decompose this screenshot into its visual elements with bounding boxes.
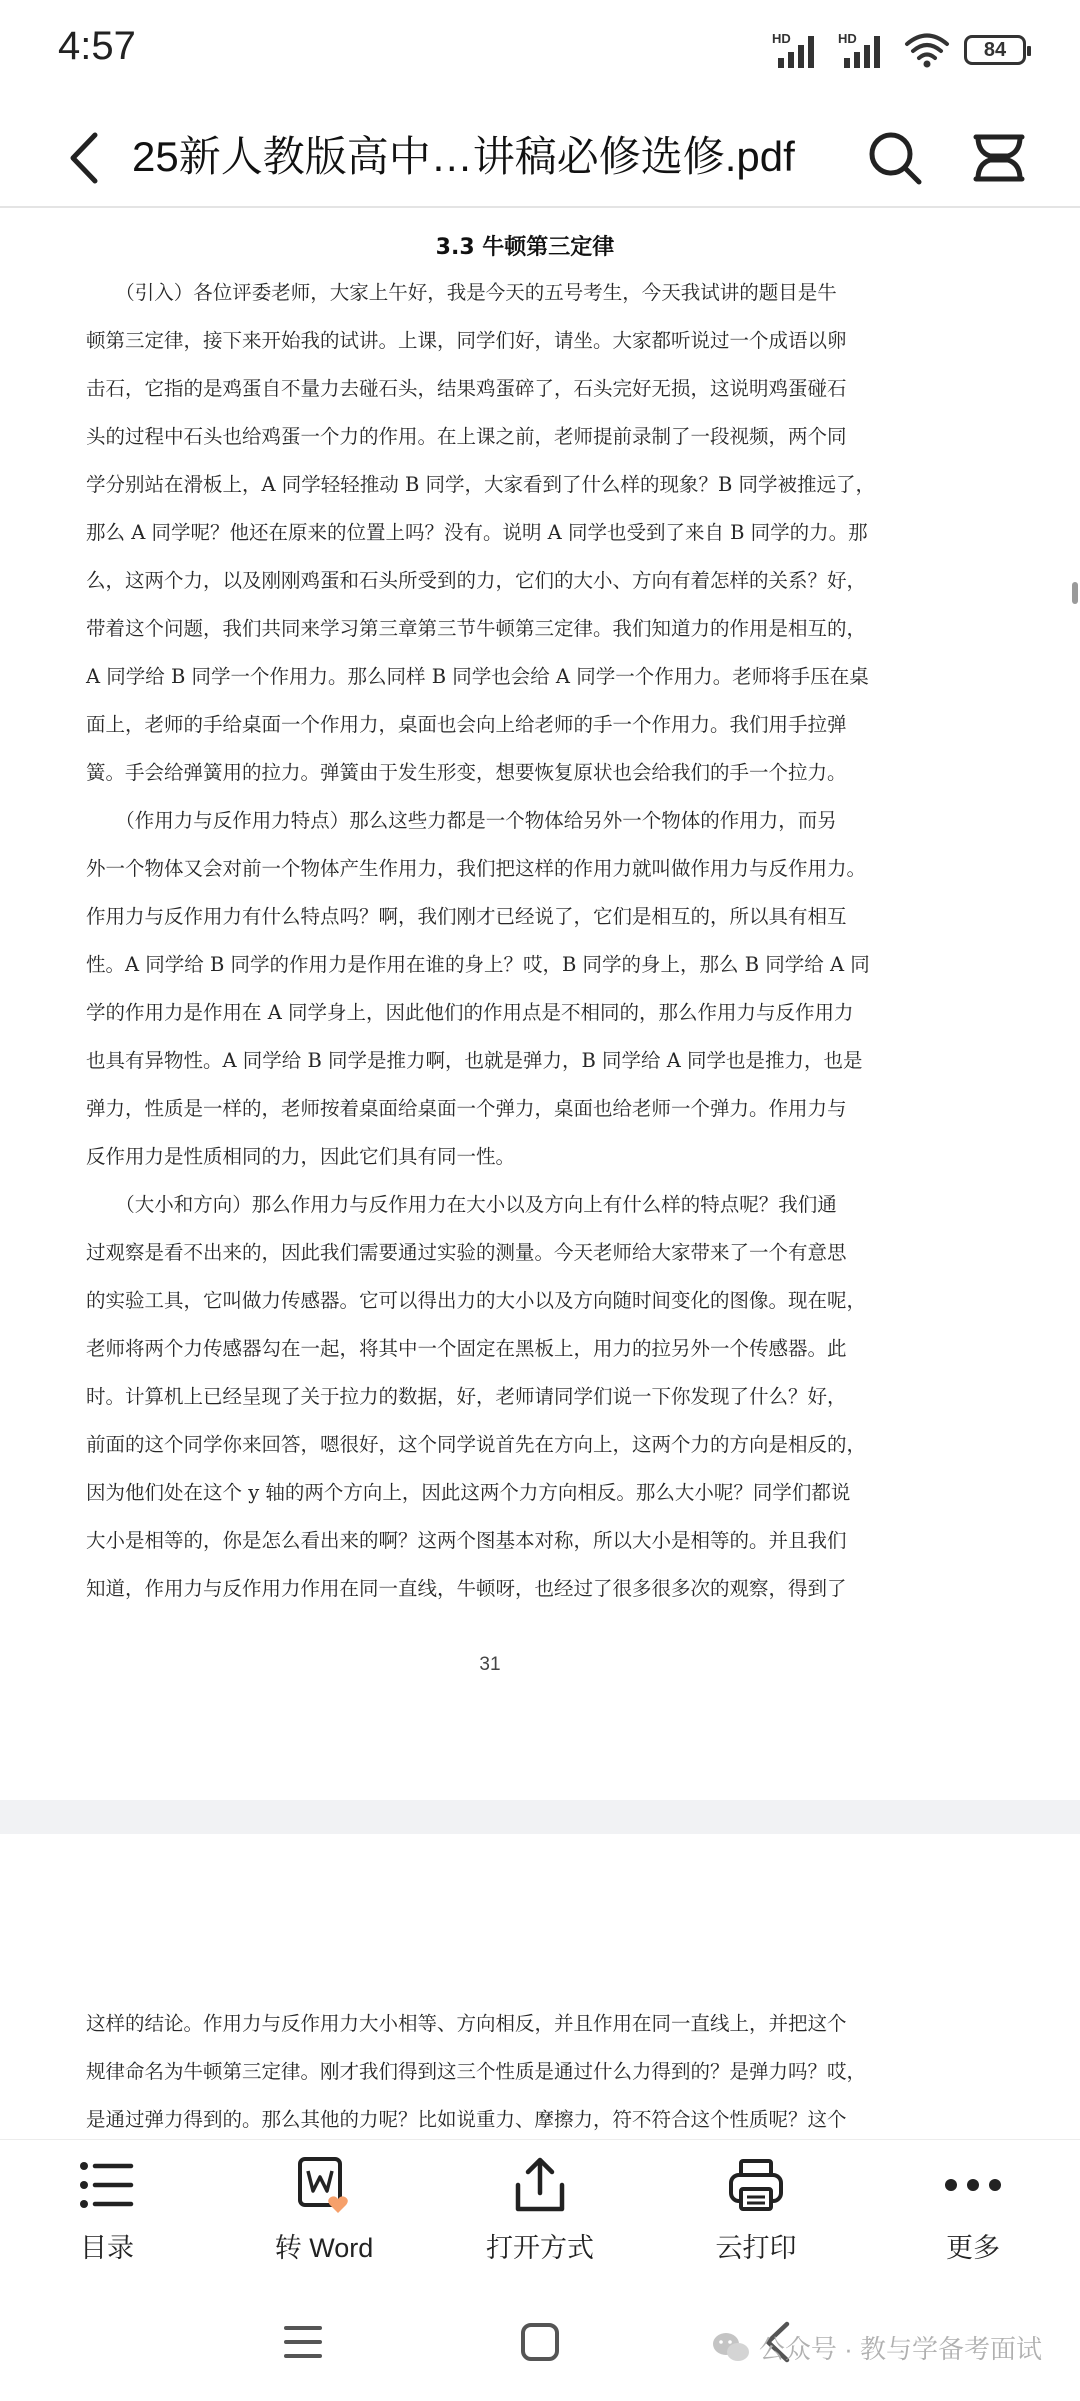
text-line: 弹力，性质是一样的，老师按着桌面给桌面一个弹力，桌面也给老师一个弹力。作用力与 [86, 1097, 847, 1120]
cloud-print-button[interactable] [671, 2150, 841, 2280]
signal-hd-1-icon [772, 30, 824, 70]
search-icon [867, 130, 923, 186]
toc-button[interactable] [22, 2150, 192, 2280]
text-line: （作用力与反作用力特点）那么这些力都是一个物体给另外一个物体的作用力，而另 [86, 809, 837, 832]
text-line: 外一个物体又会对前一个物体产生作用力，我们把这样的作用力就叫做作用力与反作用力。 [86, 857, 867, 880]
system-nav-bar [0, 2281, 1080, 2401]
list-icon [79, 2160, 135, 2210]
menu-lines-icon [283, 2324, 323, 2360]
text-line: 老师将两个力传感器勾在一起，将其中一个固定在黑板上，用力的拉另外一个传感器。此 [86, 1337, 847, 1360]
status-icons [772, 28, 1026, 72]
more-button[interactable] [888, 2150, 1058, 2280]
printer-icon [727, 2157, 785, 2213]
page-31-body [86, 269, 926, 1613]
text-line: 的实验工具，它叫做力传感器。它可以得出力的大小以及方向随时间变化的图像。现在呢， [86, 1289, 867, 1312]
watermark-text: 公众号 · 教与学备考面试 [758, 2334, 1042, 2364]
back-arrow-icon [67, 131, 101, 185]
home-button[interactable] [505, 2307, 575, 2377]
status-bar [0, 0, 1080, 110]
text-line: 因为他们处在这个 y 轴的两个方向上，因此这两个力方向相反。那么大小呢？同学们都说 [86, 1481, 851, 1504]
text-line: 这样的结论。作用力与反作用力大小相等、方向相反，并且作用在同一直线上，并把这个 [86, 2012, 847, 2035]
signal-1-tag: HD [772, 31, 791, 46]
text-line: 性。A 同学给 B 同学的作用力是作用在谁的身上？哎，B 同学的身上，那么 B 同学给 A 同 [86, 953, 870, 976]
text-line: 么，这两个力，以及刚刚鸡蛋和石头所受到的力，它们的大小、方向有着怎样的关系？好， [86, 569, 867, 592]
page-number: 31 [479, 1654, 501, 1675]
text-line: 前面的这个同学你来回答，嗯很好，这个同学说首先在方向上，这两个力的方向是相反的， [86, 1433, 867, 1456]
watermark [711, 2329, 1042, 2366]
text-line: 大小是相等的，你是怎么看出来的啊？这两个图基本对称，所以大小是相等的。并且我们 [86, 1529, 847, 1552]
more-label: 更多 [946, 2233, 1000, 2263]
page-separator [0, 1800, 1080, 1834]
text-line: 学分别站在滑板上，A 同学轻轻推动 B 同学，大家看到了什么样的现象？B 同学被推远了， [86, 473, 876, 496]
text-line: 击石，它指的是鸡蛋自不量力去碰石头，结果鸡蛋碎了，石头完好无损，这说明鸡蛋碰石 [86, 377, 847, 400]
text-line: 头的过程中石头也给鸡蛋一个力的作用。在上课之前，老师提前录制了一段视频，两个同 [86, 425, 847, 448]
text-line: 簧。手会给弹簧用的拉力。弹簧由于发生形变，想要恢复原状也会给我们的手一个拉力。 [86, 761, 847, 784]
search-button[interactable] [862, 122, 928, 194]
battery-indicator: 84 [964, 35, 1026, 65]
text-line: 面上，老师的手给桌面一个作用力，桌面也会向上给老师的手一个作用力。我们用手拉弹 [86, 713, 847, 736]
back-button[interactable] [54, 122, 114, 194]
view-mode-icon [972, 132, 1026, 184]
text-line: 过观察是看不出来的，因此我们需要通过实验的测量。今天老师给大家带来了一个有意思 [86, 1241, 847, 1264]
text-line: 是通过弹力得到的。那么其他的力呢？比如说重力、摩擦力，符不符合这个性质呢？这个 [86, 2108, 847, 2131]
text-line: 学的作用力是作用在 A 同学身上，因此他们的作用点是不相同的，那么作用力与反作用力 [86, 1001, 854, 1024]
text-line: 反作用力是性质相同的力，因此它们具有同一性。 [86, 1145, 516, 1168]
word-convert-icon [294, 2155, 354, 2215]
text-line: 顿第三定律，接下来开始我的试讲。上课，同学们好，请坐。大家都听说过一个成语以卵 [86, 329, 847, 352]
bottom-toolbar [0, 2139, 1080, 2282]
wifi-icon [904, 31, 950, 69]
text-line: 带着这个问题，我们共同来学习第三章第三节牛顿第三定律。我们知道力的作用是相互的， [86, 617, 867, 640]
text-line: 也具有异物性。A 同学给 B 同学是推力啊，也就是弹力，B 同学给 A 同学也是推力，也是 [86, 1049, 863, 1072]
recent-apps-button[interactable] [268, 2307, 338, 2377]
scrollbar-thumb[interactable] [1072, 582, 1078, 604]
status-time: 4:57 [58, 24, 136, 68]
toc-label: 目录 [80, 2233, 134, 2263]
open-with-label: 打开方式 [486, 2233, 594, 2263]
document-title: 25新人教版高中…讲稿必修选修.pdf [132, 133, 795, 180]
text-line: A 同学给 B 同学一个作用力。那么同样 B 同学也会给 A 同学一个作用力。老师将手压在桌 [86, 665, 869, 688]
text-line: 那么 A 同学呢？他还在原来的位置上吗？没有。说明 A 同学也受到了来自 B 同学的力。那 [86, 521, 868, 544]
text-line: （大小和方向）那么作用力与反作用力在大小以及方向上有什么样的特点呢？我们通 [86, 1193, 837, 1216]
view-mode-button[interactable] [966, 122, 1032, 194]
app-bar [0, 110, 1080, 206]
text-line: （引入）各位评委老师，大家上午好，我是今天的五号考生，今天我试讲的题目是牛 [86, 281, 837, 304]
more-icon [944, 2178, 1002, 2192]
pdf-page-32[interactable] [0, 1834, 1080, 2139]
signal-hd-2-icon [838, 30, 890, 70]
signal-2-tag: HD [838, 31, 857, 46]
page-32-body [86, 2000, 926, 2139]
home-square-icon [520, 2322, 560, 2362]
share-icon [512, 2155, 568, 2215]
section-heading: 3.3 牛顿第三定律 [435, 235, 615, 260]
cloud-print-label: 云打印 [715, 2233, 797, 2263]
pdf-page-31[interactable] [0, 208, 1080, 1800]
text-line: 时。计算机上已经呈现了关于拉力的数据，好，老师请同学们说一下你发现了什么？好， [86, 1385, 847, 1408]
text-line: 规律命名为牛顿第三定律。刚才我们得到这三个性质是通过什么力得到的？是弹力吗？哎， [86, 2060, 867, 2083]
text-line: 作用力与反作用力有什么特点吗？啊，我们刚才已经说了，它们是相互的，所以具有相互 [86, 905, 847, 928]
convert-word-label: 转 Word [274, 2233, 374, 2263]
open-with-button[interactable] [455, 2150, 625, 2280]
wechat-icon [711, 2331, 751, 2365]
convert-word-button[interactable] [239, 2150, 409, 2280]
text-line: 知道，作用力与反作用力作用在同一直线，牛顿呀，也经过了很多很多次的观察，得到了 [86, 1577, 847, 1600]
